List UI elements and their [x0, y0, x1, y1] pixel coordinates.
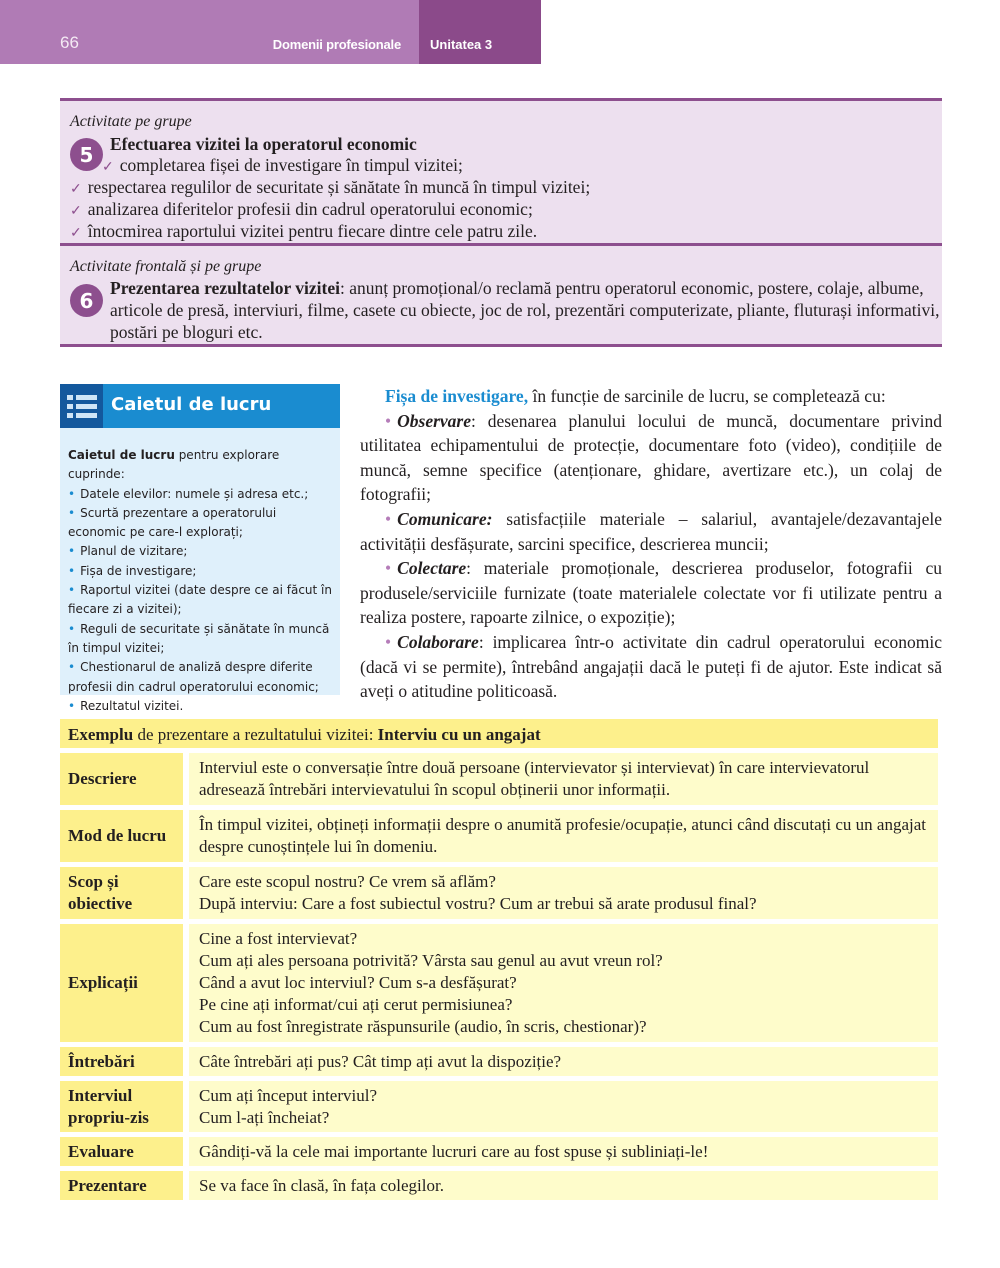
- activity-title: Prezentarea rezultatelor vizitei: [110, 278, 340, 298]
- bullet-icon: •: [385, 631, 392, 652]
- table-row: [60, 810, 938, 862]
- table-row: [60, 1137, 938, 1166]
- fisa-item: • Comunicare: satisfacțiile materiale – salariul, avantajele/dezavantajele activității desfășurate, sarcini specifice, descrierea muncii;: [360, 508, 942, 554]
- bullet-icon: •: [385, 410, 392, 431]
- bullet-icon: •: [68, 505, 76, 520]
- interview-example-table: [60, 719, 938, 1200]
- header-unit-band: [419, 0, 541, 64]
- bullet-icon: •: [385, 508, 392, 529]
- checkmark-icon: ✓: [70, 182, 82, 197]
- caiet-list-item: • Datele elevilor: numele și adresa etc.;: [68, 486, 309, 501]
- bullet-icon: •: [68, 698, 76, 713]
- caiet-title: Caietul de lucru: [111, 394, 272, 415]
- checklist-item: ✓ completarea fișei de investigare în timpul vizitei;: [102, 155, 463, 175]
- page-number: 66: [60, 33, 79, 52]
- row-label: Descriere: [60, 753, 183, 805]
- activity-number-badge: 6: [70, 284, 103, 317]
- checklist-item: ✓ respectarea regulilor de securitate și sănătate în muncă în timpul vizitei;: [70, 177, 591, 197]
- section-title: Domenii profesionale: [272, 37, 401, 52]
- table-row: [60, 1047, 938, 1076]
- caiet-de-lucru-box: [60, 384, 340, 713]
- checkmark-icon: ✓: [70, 204, 82, 219]
- caiet-list-item: • Fișa de investigare;: [68, 563, 197, 578]
- unit-title: Unitatea 3: [430, 37, 493, 52]
- row-value: Se va face în clasă, în fața colegilor.: [189, 1171, 938, 1200]
- activity-kind: Activitate pe grupe: [70, 113, 192, 130]
- activity-title: Efectuarea vizitei la operatorul economic: [110, 134, 417, 154]
- checkmark-icon: ✓: [102, 160, 114, 175]
- row-value: Care este scopul nostru? Ce vrem să aflăm? După interviu: Care a fost subiectul vostru? Cum ar trebui să arate produsul final?: [189, 867, 938, 919]
- list-icon: [60, 384, 103, 428]
- table-row: [60, 867, 938, 919]
- table-heading: Exemplu de prezentare a rezultatului vizitei: Interviu cu un angajat: [60, 719, 938, 748]
- fisa-investigare-text: [360, 384, 942, 704]
- caiet-list-item: • Raportul vizitei (date despre ce ai făcut în fiecare zi a vizitei);: [68, 583, 332, 617]
- bullet-icon: •: [385, 558, 392, 579]
- row-label: Interviul propriu-zis: [60, 1081, 183, 1132]
- caiet-list-item: • Reguli de securitate și sănătate în muncă în timpul vizitei;: [68, 621, 330, 655]
- header-section-band: [0, 0, 419, 64]
- bullet-icon: •: [68, 621, 76, 636]
- bullet-icon: •: [68, 486, 76, 501]
- row-label: Întrebări: [60, 1047, 183, 1076]
- table-row: [60, 753, 938, 805]
- activity-number-badge: 5: [70, 138, 103, 171]
- table-row: [60, 1081, 938, 1132]
- table-row: [60, 924, 938, 1042]
- caiet-list-item: • Planul de vizitare;: [68, 544, 188, 559]
- row-value: Câte întrebări ați pus? Cât timp ați avut la dispoziție?: [189, 1047, 938, 1076]
- bullet-icon: •: [68, 544, 76, 559]
- row-label: Prezentare: [60, 1171, 183, 1200]
- row-label: Evaluare: [60, 1137, 183, 1166]
- fisa-item: • Observare: desenarea planului locului de muncă, documentare privind utilitatea echipamentului de protecție, documentare foto (video), condițiile de muncă, semne specifice (atenționare, ghidare, avertizare etc.), un colaj de fotografii;: [360, 410, 942, 505]
- fisa-item: • Colectare: materiale promoționale, descrierea produselor, fotografii cu produsele/serviciile furnizate (toate materialele colectate vor fi utilizate pentru a realiza postere, rapoarte zilnice, o expoziție);: [360, 558, 942, 628]
- bullet-icon: •: [68, 583, 76, 598]
- caiet-list-item: • Scurtă prezentare a operatorului economic pe care-l explorați;: [68, 505, 277, 540]
- checklist-item: ✓ analizarea diferitelor profesii din cadrul operatorului economic;: [70, 199, 533, 219]
- table-row: [60, 1171, 938, 1200]
- row-value: Cine a fost intervievat? Cum ați ales persoana potrivită? Vârsta sau genul au avut vreun rol? Când a avut loc interviul? Cum s-a desfășurat? Pe cine ați informat/cui ați cerut permisiunea? Cum au fost înregistrate răspunsurile (audio, în scris, chestionar)?: [189, 924, 938, 1042]
- row-label: Explicații: [60, 924, 183, 1042]
- caiet-header: [60, 384, 340, 428]
- caiet-list-item: • Rezultatul vizitei.: [68, 698, 184, 713]
- checkmark-icon: ✓: [70, 226, 82, 241]
- row-value: Interviul este o conversație între două persoane (intervievator și intervievat) în care intervievatorul adresează întrebări intervievatului în scopul obținerii unor informații.: [189, 753, 938, 805]
- row-value: Cum ați început interviul? Cum l-ați încheiat?: [189, 1081, 938, 1132]
- fisa-item: • Colaborare: implicarea într-o activitate din cadrul operatorului economic (dacă vi se permite), întrebând angajații dacă le puteți fi de ajutor. Este indicat să aveți o atitudine politicoasă.: [360, 631, 942, 702]
- row-label: Scop și obiective: [60, 867, 183, 919]
- caiet-content: [68, 446, 336, 716]
- activity-5-box: [60, 98, 942, 243]
- caiet-lead: Caietul de lucru pentru explorare cuprinde:: [68, 448, 280, 482]
- activity-description: Prezentarea rezultatelor vizitei: anunț promoțional/o reclamă pentru operatorul economic, postere, colaje, albume, articole de presă, interviuri, filme, casete cu obiecte, joc de rol, prezentări computerizate, pliante, fluturași informativi, postări pe bloguri etc.: [110, 278, 940, 342]
- caiet-list-item: • Chestionarul de analiză despre diferite profesii din cadrul operatorului economic;: [68, 660, 319, 694]
- checklist-item: ✓ întocmirea raportului vizitei pentru fiecare dintre cele patru zile.: [70, 221, 538, 241]
- row-value: În timpul vizitei, obțineți informații despre o anumită profesie/ocupație, atunci când discutați cu un angajat despre cunoștințele lui în domeniu.: [189, 810, 938, 862]
- row-label: Mod de lucru: [60, 810, 183, 862]
- fisa-intro: Fișa de investigare, în funcție de sarcinile de lucru, se completează cu:: [385, 386, 886, 406]
- fisa-title: Fișa de investigare,: [385, 386, 529, 406]
- activity-kind: Activitate frontală și pe grupe: [70, 258, 262, 275]
- bullet-icon: •: [68, 563, 76, 578]
- row-value: Gândiți-vă la cele mai importante lucruri care au fost spuse și subliniați-le!: [189, 1137, 938, 1166]
- page-header: [0, 0, 541, 64]
- bullet-icon: •: [68, 660, 76, 675]
- activity-6-box: [60, 243, 942, 347]
